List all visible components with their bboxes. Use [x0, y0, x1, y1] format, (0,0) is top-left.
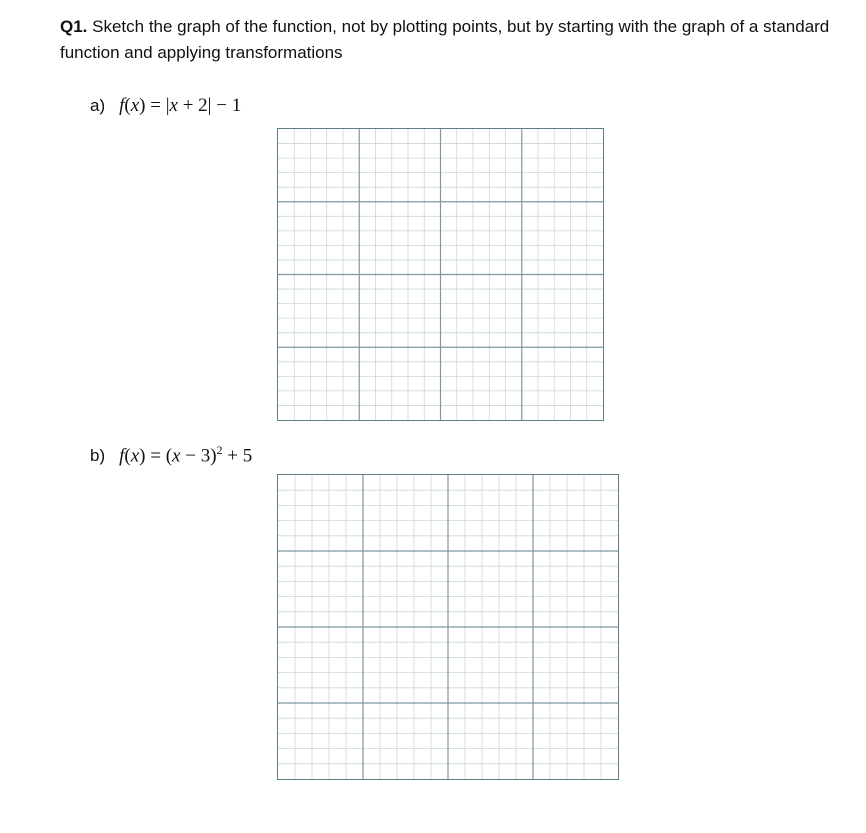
part-b-label — [90, 439, 252, 467]
part-b-letter: b) — [90, 446, 106, 466]
part-a-letter: a) — [90, 96, 106, 115]
graph-grid-a[interactable] — [277, 128, 604, 421]
grid-lines-a — [278, 129, 603, 420]
question-text — [60, 14, 830, 66]
part-b-formula: $f(x) = (x - 3)^2 + 5$ — [119, 443, 253, 467]
question-number: Q1. — [60, 17, 88, 36]
question-body: Sketch the graph of the function, not by plotting points, but by starting with the graph of a standard function and applying transformations — [60, 17, 830, 62]
grid-lines-b — [278, 475, 618, 779]
part-a-label — [90, 95, 241, 117]
part-a-formula: f(x) = |x + 2| − 1 — [119, 95, 242, 116]
graph-grid-b[interactable] — [277, 474, 619, 780]
